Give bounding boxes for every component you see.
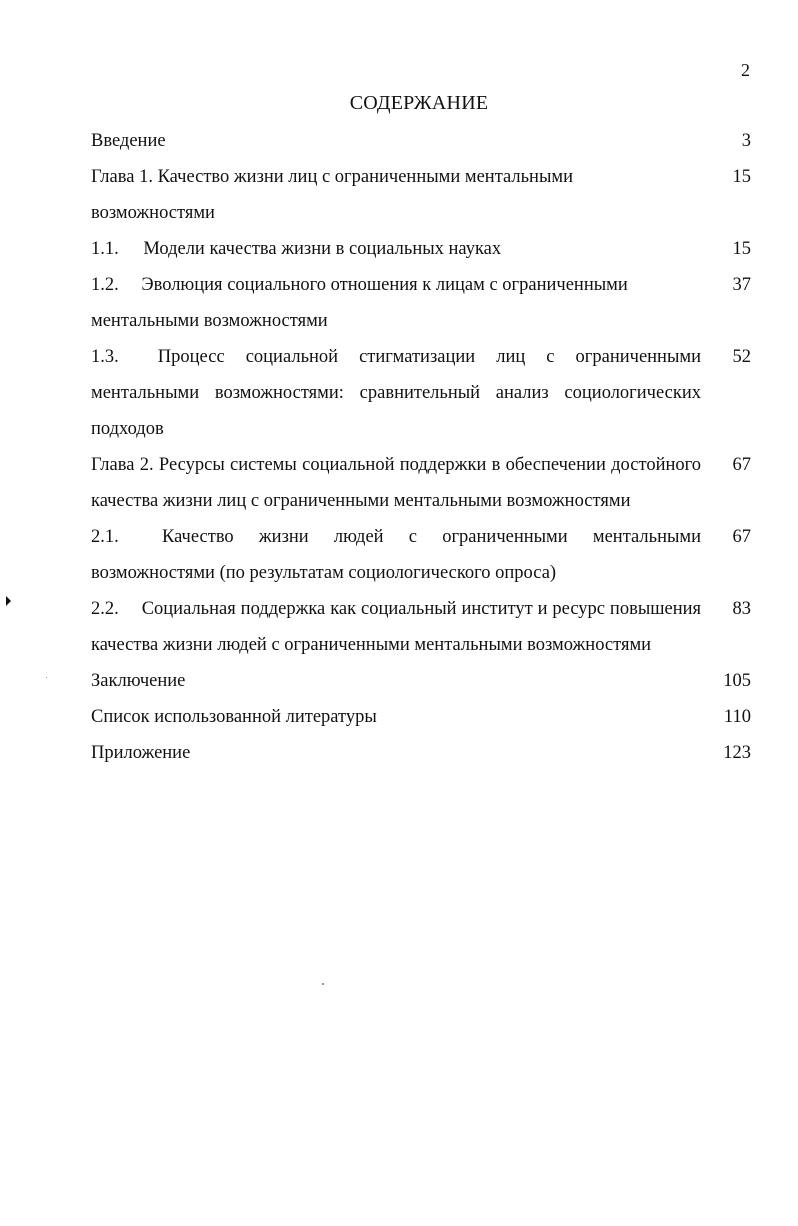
scan-speck [322,983,324,985]
toc-entry-page: 67 [732,527,751,547]
toc-entry-page: 15 [732,167,751,187]
toc-entry-conclusion [91,663,751,699]
toc-entry-page: 105 [723,671,751,691]
toc-entry-number: 2.2. [91,599,119,619]
toc-entry-text: Качество жизни людей с ограниченными ментальными возможностями (по результатам социологического опроса) [91,527,702,583]
toc-entry-text-wrap [91,339,701,447]
toc-entry-text-wrap [91,591,701,663]
toc-entry-number: 2.1. [91,527,119,547]
table-of-contents [91,123,751,771]
toc-entry-page: 52 [732,347,751,367]
toc-entry-text: Глава 2. Ресурсы системы социальной поддержки в обеспечении достойного качества жизни лиц с ограниченными ментальными возможностями [91,455,701,511]
toc-entry-section-1-3 [91,339,751,447]
toc-entry-references [91,699,751,735]
toc-entry-number: 1.1. [91,239,119,259]
toc-entry-section-1-1 [91,231,751,267]
toc-entry-page: 110 [723,707,751,727]
toc-entry-section-1-2 [91,267,751,339]
toc-entry-appendix [91,735,751,771]
toc-entry-page: 83 [732,599,751,619]
page-number: 2 [741,60,750,80]
toc-entry-page: 3 [741,131,751,151]
toc-entry-text-wrap [91,267,701,339]
toc-entry-page: 15 [732,239,751,259]
toc-entry-introduction [91,123,751,159]
toc-entry-text: Приложение [91,743,191,763]
toc-title: СОДЕРЖАНИЕ [349,92,489,114]
toc-entry-text: Список использованной литературы [91,707,377,727]
toc-entry-text: Процесс социальной стигматизации лиц с ограниченными ментальными возможностями: сравнительный анализ социологических подходов [91,347,701,439]
toc-entry-page: 67 [732,455,751,475]
toc-entry-text: Эволюция социального отношения к лицам с ограниченными ментальными возможностями [91,275,628,331]
toc-entry-section-2-1 [91,519,751,591]
toc-entry-number: 1.3. [91,347,119,367]
toc-entry-text-wrap [91,519,701,591]
scan-speck [46,677,47,678]
margin-arrow-icon [6,596,11,606]
toc-entry-section-2-2 [91,591,751,663]
toc-entry-text: Введение [91,131,166,151]
toc-entry-text: Социальная поддержка как социальный институт и ресурс повышения качества жизни людей с ограниченными ментальными возможностями [91,599,702,655]
toc-entry-number: 1.2. [91,275,119,295]
toc-entry-chapter-2 [91,447,751,519]
toc-entry-text: Заключение [91,671,186,691]
toc-entry-text: Модели качества жизни в социальных науках [143,239,502,259]
toc-entry-text: Глава 1. Качество жизни лиц с ограниченными ментальными возможностями [91,167,573,223]
toc-entry-page: 123 [723,743,751,763]
toc-entry-chapter-1 [91,159,751,231]
toc-entry-page: 37 [732,275,751,295]
toc-entry-text-wrap [91,231,701,267]
